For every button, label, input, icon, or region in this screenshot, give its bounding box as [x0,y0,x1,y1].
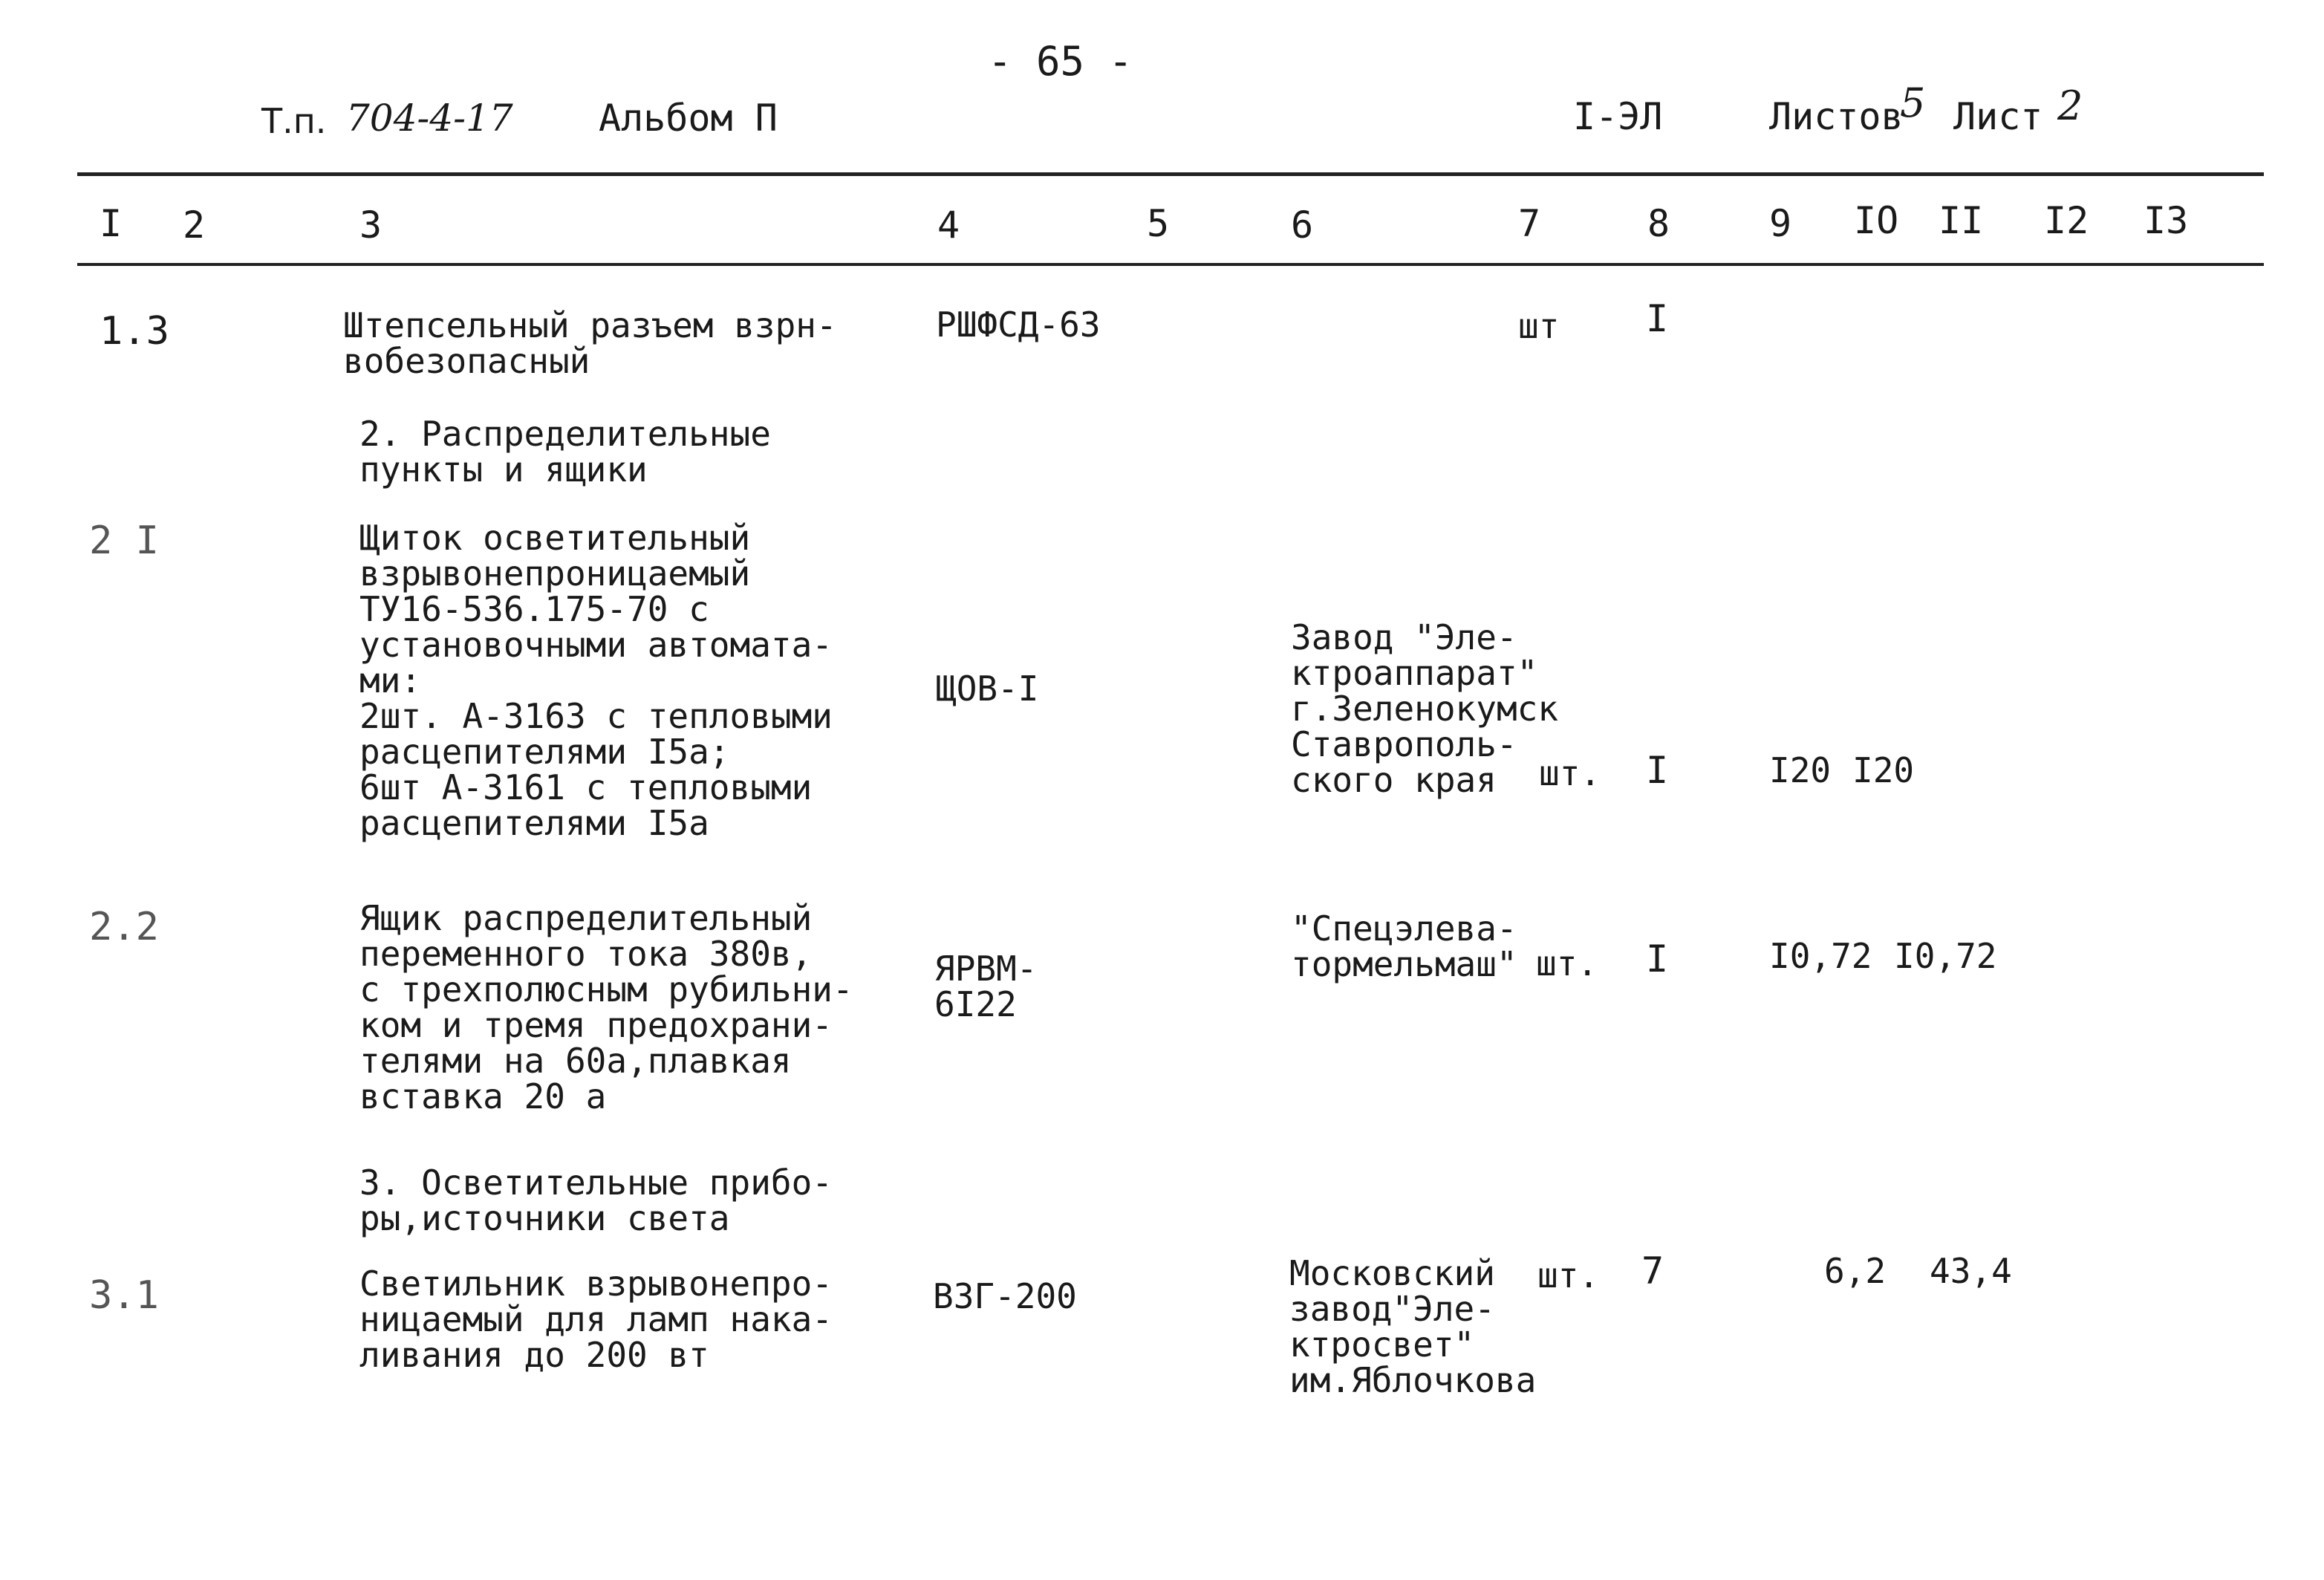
item-name: Светильник взрывонепро- ницаемый для ламп нака- ливания до 200 вт [359,1264,833,1375]
column-number: II [1939,199,1984,242]
item-manufacturer: Московский завод"Эле- ктросвет" им.Яблочкова [1289,1253,1537,1400]
sheets-total-label: Листов [1769,95,1904,138]
column-number: I2 [2044,199,2089,242]
column-number: I [100,202,123,245]
item-type: ЩОВ-I [936,669,1039,709]
item-unit: шт [1518,306,1560,346]
item-unit: шт. [1536,943,1598,984]
column-number: IO [1854,199,1899,242]
item-type: ВЗГ-200 [933,1276,1077,1316]
column-number: 9 [1769,202,1792,245]
item-manufacturer: Завод "Эле- ктроаппарат" г.Зеленокумск Ставрополь- ского края [1291,617,1559,800]
item-quantity: I [1646,937,1669,981]
column-number: I3 [2144,199,2189,242]
column-number: 8 [1647,202,1670,245]
project-number: 704-4-17 [346,97,513,140]
row-number: 2 I [89,518,159,563]
sheet-code: I-ЭЛ [1573,95,1663,138]
column-number: 3 [359,204,383,247]
item-col10: I0,72 [1894,936,1997,976]
item-quantity: I [1646,297,1669,340]
item-name: Щиток осветительный взрывонепроницаемый ТУ16-536.175-70 с установочными автомата- ми: 2шт. А-3163 с тепловыми расцепителями I5а; 6шт А-3161 с тепловыми расцепителями I5а [359,518,833,843]
item-name: Штепсельный разъем взрн- вобезопасный [343,305,837,381]
sheet-current-value: 2 [2057,82,2083,129]
item-col10: I20 [1852,750,1915,790]
page-number: - 65 - [988,38,1133,85]
header-rule-bottom [77,263,2264,266]
column-number: 6 [1291,204,1314,247]
item-quantity: 7 [1641,1249,1664,1293]
item-name: Ящик распределительный переменного тока 380в, с трехполюсным рубильни- ком и тремя предохрани- телями на 60а,плавкая вставка 20 а [359,898,853,1116]
column-number: 4 [937,204,960,247]
item-col9: I0,72 [1769,936,1872,976]
sheet-current-label: Лист [1953,95,2043,138]
header-rule-top [77,172,2264,176]
item-manufacturer: "Спецэлева- тормельмаш" [1291,908,1517,984]
section-heading: 2. Распределительные пункты и ящики [359,414,771,490]
item-col11: 43,4 [1930,1251,2012,1291]
item-type: ЯРВМ- 6I22 [934,949,1038,1024]
column-number: 2 [183,204,206,247]
item-type: РШФСД-63 [936,305,1101,345]
item-col9: I20 [1769,750,1832,790]
project-label: Т.п. [261,101,327,141]
item-unit: шт. [1537,1255,1600,1295]
item-quantity: I [1646,749,1669,792]
column-number: 7 [1518,202,1541,245]
row-number: 2.2 [89,905,159,949]
item-col10: 6,2 [1824,1251,1887,1291]
item-unit: шт. [1539,753,1601,793]
column-number: 5 [1147,202,1170,245]
section-heading: 3. Осветительные прибо- ры,источники света [359,1163,833,1238]
row-number: 1.3 [100,309,169,354]
sheets-total-value: 5 [1900,79,1926,126]
row-number: 3.1 [89,1273,159,1318]
album-title: Альбом П [599,97,778,140]
